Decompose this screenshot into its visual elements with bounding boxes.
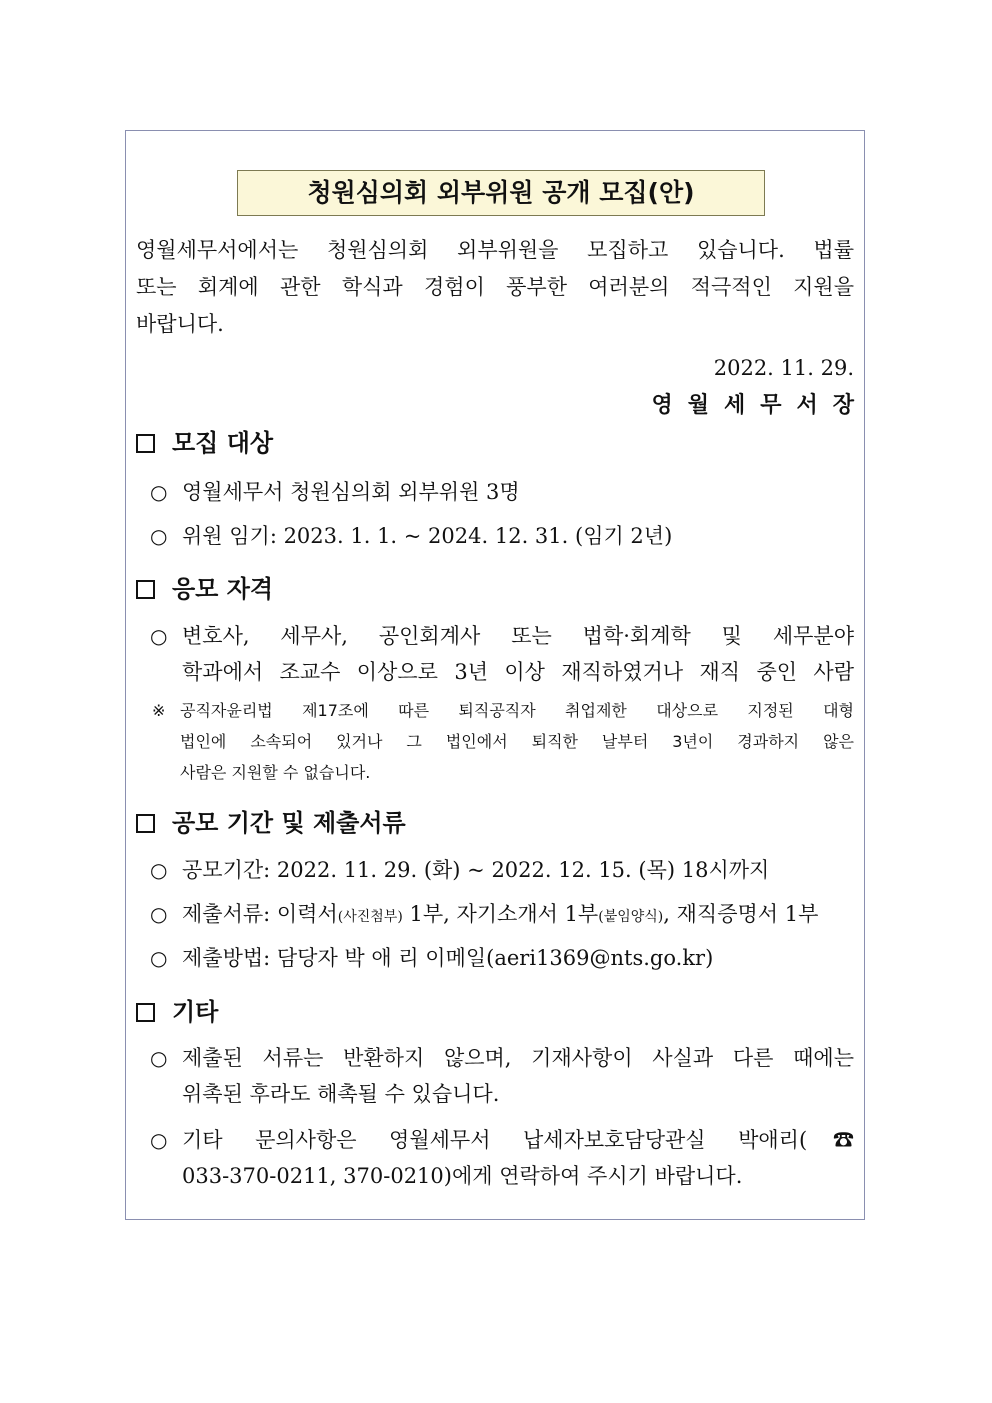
list-item	[150, 852, 854, 888]
note-text-line-2: 법인에 소속되어 있거나 그 법인에서 퇴직한 날부터 3년이 경과하지 않은	[180, 732, 854, 751]
list-item	[150, 1040, 854, 1112]
period-item-text: 공모기간: 2022. 11. 29. (화) ~ 2022. 12. 15. (목) 18시까지	[182, 858, 770, 882]
list-item-text: 위원 임기: 2023. 1. 1. ~ 2024. 12. 31. (임기 2년)	[182, 524, 673, 548]
list-item	[150, 1122, 854, 1194]
circle-bullet-icon: ○	[150, 858, 168, 882]
note-text-line-3: 사람은 지원할 수 없습니다.	[180, 763, 371, 782]
list-item-text-line-2: 위촉된 후라도 해촉될 수 있습니다.	[182, 1082, 500, 1106]
circle-bullet-icon: ○	[150, 1046, 168, 1070]
method-item-text: 제출방법: 담당자 박 애 리 이메일(aeri1369@nts.go.kr)	[182, 946, 714, 970]
list-item	[150, 940, 854, 976]
circle-bullet-icon: ○	[150, 1128, 168, 1152]
list-item-text-line-2: 학과에서 조교수 이상으로 3년 이상 재직하였거나 재직 중인 사람	[182, 660, 854, 684]
documents-prefix: 제출서류: 이력서	[182, 902, 338, 926]
section-heading-target	[136, 426, 273, 460]
checkbox-square-icon	[136, 580, 155, 599]
intro-line-2: 또는 회계에 관한 학식과 경험이 풍부한 여러분의 적극적인 지원을	[136, 275, 854, 299]
reference-mark-icon: ※	[152, 701, 166, 720]
document-title: 청원심의회 외부위원 공개 모집(안)	[237, 170, 765, 216]
note-text-line-1: 공직자윤리법 제17조에 따른 퇴직공직자 취업제한 대상으로 지정된 대형	[180, 701, 854, 720]
section-heading-label: 기타	[172, 997, 219, 1026]
circle-bullet-icon: ○	[150, 480, 168, 504]
checkbox-square-icon	[136, 814, 155, 833]
list-item	[150, 518, 854, 554]
documents-item-text	[182, 896, 854, 935]
note-item	[152, 695, 854, 788]
circle-bullet-icon: ○	[150, 946, 168, 970]
issuing-office: 영월세무서장	[651, 392, 869, 418]
documents-form-note: (붙임양식)	[598, 909, 664, 925]
checkbox-square-icon	[136, 1003, 155, 1022]
documents-suffix: , 재직증명서 1부	[663, 902, 819, 926]
list-item-text: 영월세무서 청원심의회 외부위원 3명	[182, 480, 520, 504]
intro-line-1: 영월세무서에서는 청원심의회 외부위원을 모집하고 있습니다. 법률	[136, 238, 854, 262]
list-item-text-line-1: 변호사, 세무사, 공인회계사 또는 법학·회계학 및 세무분야	[182, 624, 854, 648]
intro-line-3: 바랍니다.	[136, 312, 224, 336]
list-item	[150, 474, 854, 510]
list-item-text-line-1: 기타 문의사항은 영월세무서 납세자보호담당관실 박애리(☎	[182, 1128, 854, 1152]
circle-bullet-icon: ○	[150, 902, 168, 926]
list-item-text-line-2: 033-370-0211, 370-0210)에게 연락하여 주시기 바랍니다.	[182, 1164, 743, 1188]
circle-bullet-icon: ○	[150, 624, 168, 648]
list-item	[150, 618, 854, 690]
section-heading-period	[136, 806, 406, 840]
checkbox-square-icon	[136, 434, 155, 453]
section-heading-label: 모집 대상	[172, 428, 274, 457]
documents-photo-note: (사진첨부)	[337, 909, 403, 925]
circle-bullet-icon: ○	[150, 524, 168, 548]
document-date: 2022. 11. 29.	[713, 356, 854, 380]
section-heading-label: 응모 자격	[172, 574, 274, 603]
section-heading-etc	[136, 995, 218, 1029]
list-item-text-line-1: 제출된 서류는 반환하지 않으며, 기재사항이 사실과 다른 때에는	[182, 1046, 854, 1070]
section-heading-qualification	[136, 572, 273, 606]
section-heading-label: 공모 기간 및 제출서류	[172, 808, 406, 837]
list-item	[150, 896, 854, 935]
documents-mid: 1부, 자기소개서 1부	[402, 902, 599, 926]
